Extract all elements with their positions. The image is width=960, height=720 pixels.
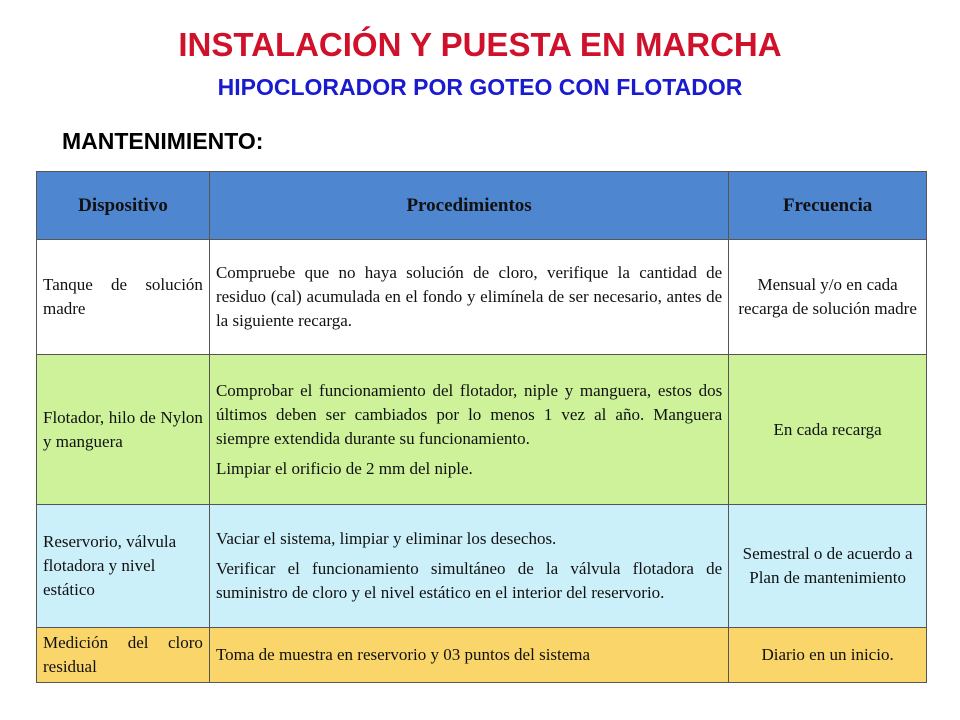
- page-subtitle: HIPOCLORADOR POR GOTEO CON FLOTADOR: [217, 74, 743, 100]
- cell-dispositivo: [37, 240, 210, 355]
- header-frecuencia: Frecuencia: [729, 172, 927, 240]
- cell-frecuencia: [729, 355, 927, 505]
- frecuencia-text: Semestral o de acuerdo a Plan de mantenimiento: [742, 544, 913, 587]
- header-dispositivo: Dispositivo: [37, 172, 210, 240]
- table-header-row: [37, 172, 927, 240]
- table-row: [37, 355, 927, 505]
- page-title: INSTALACIÓN Y PUESTA EN MARCHA: [178, 26, 782, 63]
- cell-dispositivo: [37, 628, 210, 683]
- cell-procedimientos: [209, 355, 728, 505]
- procedimiento-text: Compruebe que no haya solución de cloro, verifique la cantidad de residuo (cal) acumulada en el fondo y elimínela de ser necesario, antes de la siguiente recarga.: [215, 263, 723, 330]
- section-heading: MANTENIMIENTO:: [62, 128, 264, 154]
- cell-frecuencia: [729, 505, 927, 628]
- dispositivo-text: Tanque de solución madre: [43, 275, 203, 318]
- cell-frecuencia: [729, 240, 927, 355]
- cell-frecuencia: [729, 628, 927, 683]
- table-row: [37, 240, 927, 355]
- cell-dispositivo: [37, 355, 210, 505]
- cell-dispositivo: [37, 505, 210, 628]
- procedimiento-text: Verificar el funcionamiento simultáneo de la válvula flotadora de suministro de cloro y el nivel estático en el interior del reservorio.: [215, 559, 723, 602]
- table-row: [37, 628, 927, 683]
- frecuencia-text: Diario en un inicio.: [761, 645, 894, 664]
- procedimiento-text: Toma de muestra en reservorio y 03 puntos del sistema: [215, 645, 591, 664]
- procedimiento-text: Vaciar el sistema, limpiar y eliminar los desechos.: [215, 529, 557, 548]
- table-row: [37, 505, 927, 628]
- dispositivo-text: Reservorio, válvula flotadora y nivel estático: [43, 532, 177, 599]
- dispositivo-text: Flotador, hilo de Nylon y manguera: [43, 407, 203, 451]
- cell-procedimientos: [209, 628, 728, 683]
- procedimiento-text: Limpiar el orificio de 2 mm del niple.: [215, 458, 473, 478]
- frecuencia-text: En cada recarga: [773, 419, 882, 439]
- procedimiento-text: Comprobar el funcionamiento del flotador, niple y manguera, estos dos últimos deben ser cambiados por lo menos 1 vez al año. Manguera siempre extendida durante su funcionamiento.: [215, 380, 723, 448]
- cell-procedimientos: [209, 240, 728, 355]
- frecuencia-text: Mensual y/o en cada recarga de solución madre: [738, 275, 917, 318]
- header-procedimientos: Procedimientos: [209, 172, 728, 240]
- dispositivo-text: Medición del cloro residual: [43, 633, 203, 676]
- cell-procedimientos: [209, 505, 728, 628]
- maintenance-table: [36, 171, 927, 683]
